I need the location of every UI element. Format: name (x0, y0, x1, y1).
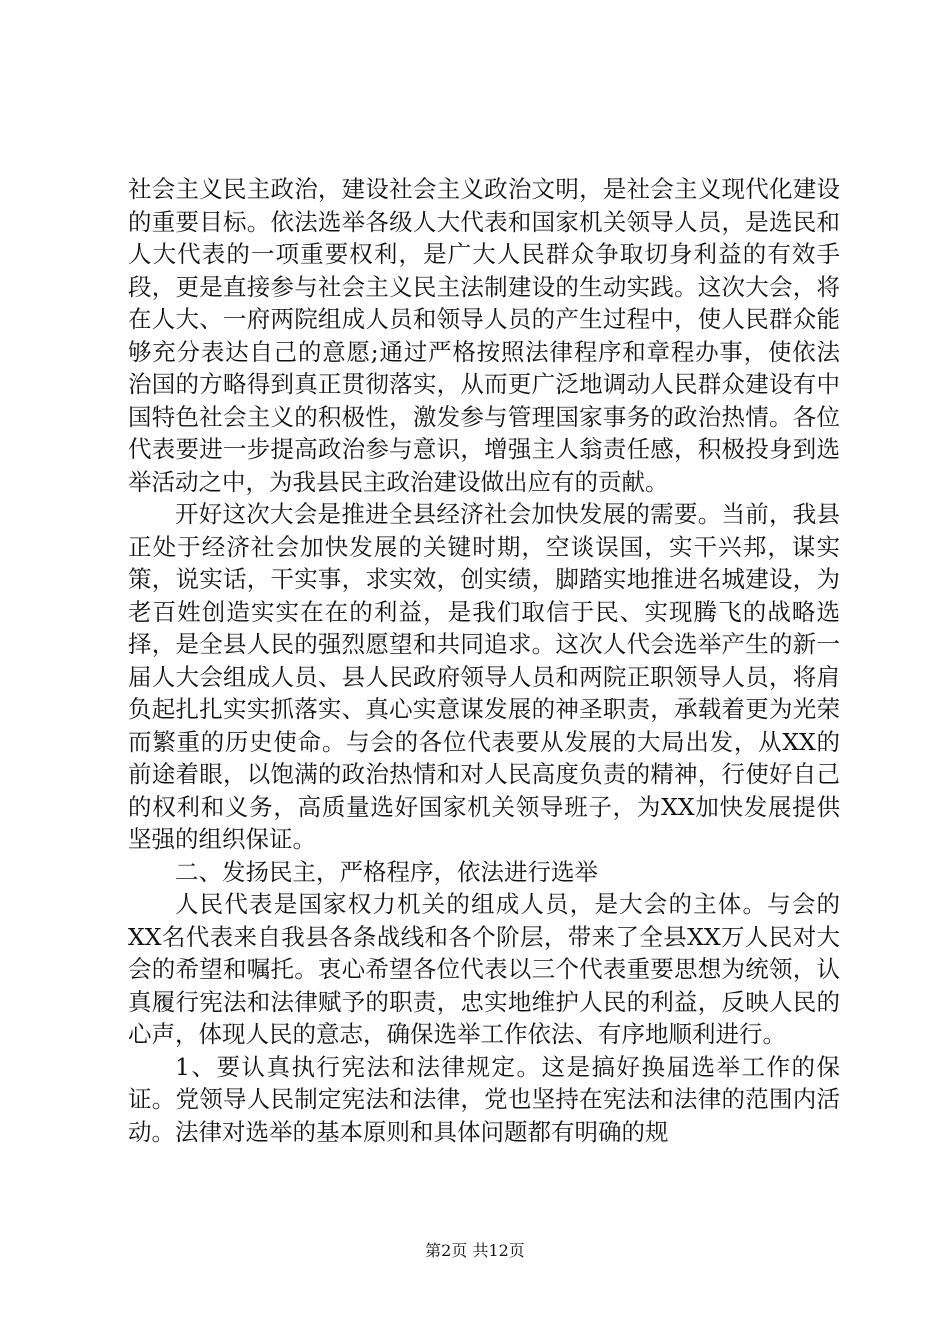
paragraph-1: 社会主义民主政治，建设社会主义政治文明，是社会主义现代化建设的重要目标。依法选举各级人大代表和国家机关领导人员，是选民和人大代表的一项重要权利，是广大人民群众争取切身利益的有效手段，更是直接参与社会主义民主法制建设的生动实践。这次大会，将在人大、一府两院组成人员和领导人员的产生过程中，使人民群众能够充分表达自己的意愿;通过严格按照法律程序和章程办事，使依法治国的方略得到真正贯彻落实，从而更广泛地调动人民群众建设有中国特色社会主义的积极性，激发参与管理国家事务的政治热情。各位代表要进一步提高政治参与意识，增强主人翁责任感，积极投身到选举活动之中，为我县民主政治建设做出应有的贡献。 (128, 175, 840, 496)
section-heading: 二、发扬民主，严格程序，依法进行选举 (175, 857, 598, 886)
paragraph-3: 人民代表是国家权力机关的组成人员，是大会的主体。与会的XX名代表来自我县各条战线和各个阶层，带来了全县XX万人民对大会的希望和嘱托。衷心希望各位代表以三个代表重要思想为统领，认真履行宪法和法律赋予的职责，忠实地维护人民的利益，反映人民的心声，体现人民的意志，确保选举工作依法、有序地顺利进行。 (128, 890, 840, 1048)
page-number-footer: 第2页 共12页 (425, 1241, 525, 1260)
document-body (128, 173, 840, 1148)
paragraph-2: 开好这次大会是推进全县经济社会加快发展的需要。当前，我县正处于经济社会加快发展的关键时期，空谈误国，实干兴邦，谋实策，说实话，干实事，求实效，创实绩，脚踏实地推进名城建设，为老百姓创造实实在在的利益，是我们取信于民、实现腾飞的战略选择，是全县人民的强烈愿望和共同追求。这次人代会选举产生的新一届人大会组成人员、县人民政府领导人员和两院正职领导人员，将肩负起扎扎实实抓落实、真心实意谋发展的神圣职责，承载着更为光荣而繁重的历史使命。与会的各位代表要从发展的大局出发，从XX的前途着眼，以饱满的政治热情和对人民高度负责的精神，行使好自己的权利和义务，高质量选好国家机关领导班子，为XX加快发展提供坚强的组织保证。 (128, 500, 840, 853)
paragraph-4: 1、要认真执行宪法和法律规定。这是搞好换届选举工作的保证。党领导人民制定宪法和法律，党也坚持在宪法和法律的范围内活动。法律对选举的基本原则和具体问题都有明确的规 (128, 1052, 840, 1146)
